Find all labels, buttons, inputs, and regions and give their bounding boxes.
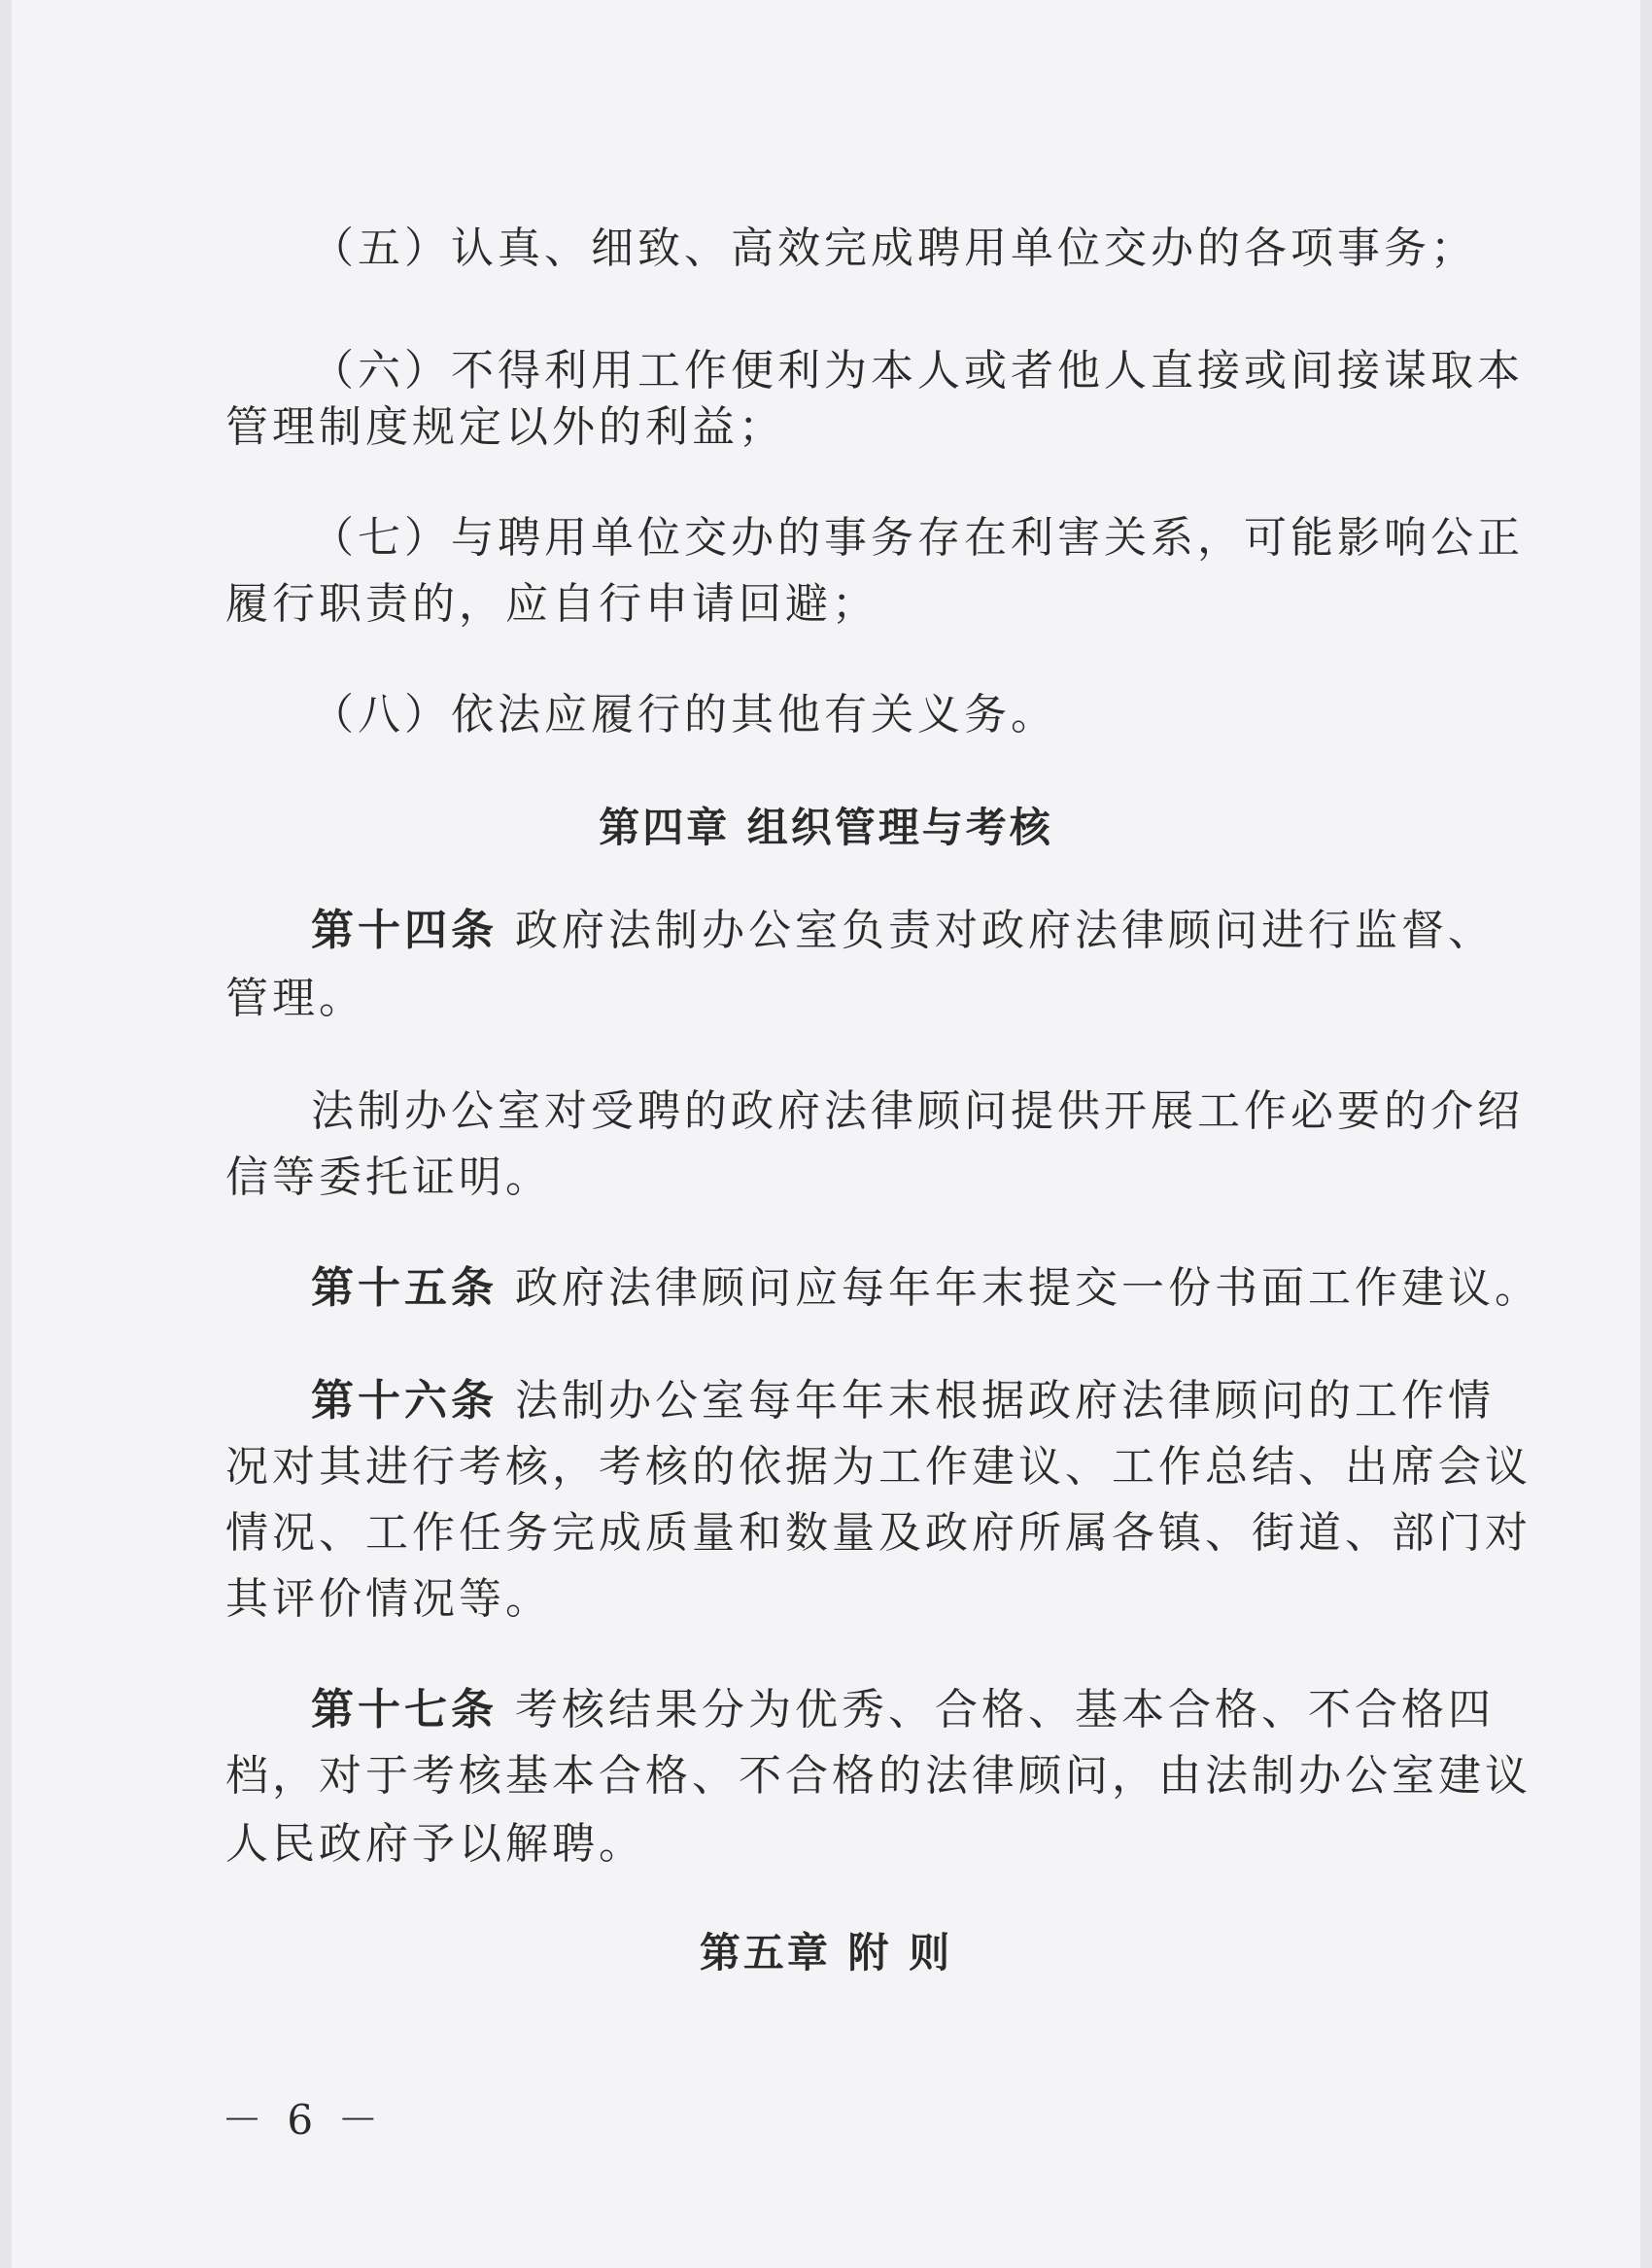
- article-14-line2: 管理。: [225, 974, 365, 1023]
- intro-paragraph-line2: 信等委托证明。: [225, 1152, 552, 1202]
- duty-item-8: （八）依法应履行的其他有关义务。: [311, 690, 1057, 739]
- article-17-line1: [311, 1687, 1555, 1734]
- duty-item-7-line2: 履行职责的，应自行申请回避；: [225, 579, 878, 629]
- article-16-line4: 其评价情况等。: [225, 1574, 552, 1624]
- article-15-label: 第十五条: [311, 1263, 498, 1313]
- article-14-text: 政府法制办公室负责对政府法律顾问进行监督、: [515, 906, 1495, 955]
- duty-item-7-line1: （七）与聘用单位交办的事务存在利害关系，可能影响公正: [311, 513, 1524, 563]
- duty-item-6-line1: （六）不得利用工作便利为本人或者他人直接或间接谋取本: [311, 346, 1524, 395]
- page-number: － 6 －: [222, 2096, 385, 2144]
- article-16-line3: 情况、工作任务完成质量和数量及政府所属各镇、街道、部门对: [225, 1508, 1532, 1558]
- intro-paragraph-line1: 法制办公室对受聘的政府法律顾问提供开展工作必要的介绍: [311, 1086, 1524, 1136]
- article-16-label: 第十六条: [311, 1376, 498, 1426]
- chapter-5-title: 第五章 附 则: [699, 1929, 953, 1976]
- article-14-line1: [311, 908, 1555, 954]
- article-17-line2: 档，对于考核基本合格、不合格的法律顾问，由法制办公室建议: [225, 1751, 1532, 1801]
- article-15-text: 政府法律顾问应每年年末提交一份书面工作建议。: [515, 1263, 1541, 1313]
- duty-item-5: （五）认真、细致、高效完成聘用单位交办的各项事务；: [311, 223, 1477, 273]
- article-14-label: 第十四条: [311, 906, 498, 955]
- duty-item-6-line2: 管理制度规定以外的利益；: [225, 402, 785, 452]
- chapter-4-title: 第四章 组织管理与考核: [599, 804, 1053, 851]
- article-17-text: 考核结果分为优秀、合格、基本合格、不合格四: [515, 1685, 1495, 1735]
- article-16-line1: [311, 1378, 1555, 1425]
- article-17-line3: 人民政府予以解聘。: [225, 1819, 645, 1869]
- article-16-line2: 况对其进行考核，考核的依据为工作建议、工作总结、出席会议: [225, 1442, 1532, 1492]
- article-16-text: 法制办公室每年年末根据政府法律顾问的工作情: [515, 1376, 1495, 1426]
- page-edge-left: [0, 0, 12, 2268]
- page-edge-right: [1640, 0, 1652, 2268]
- article-15-line1: [311, 1265, 1555, 1312]
- article-17-label: 第十七条: [311, 1685, 498, 1735]
